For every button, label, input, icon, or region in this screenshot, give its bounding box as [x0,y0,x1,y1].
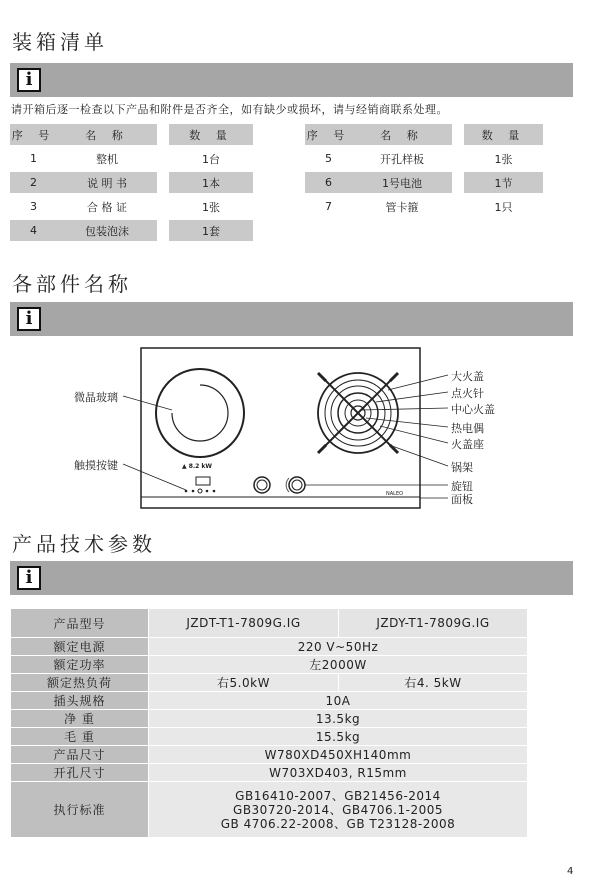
tech-info-bar [10,561,573,595]
knob-inner [292,480,302,490]
label-igniter: 点火针 [451,387,484,400]
packing-list-title: 装箱清单 [12,30,108,54]
spec-model-right: JZDY-T1-7809G.IG [339,609,528,638]
cell-index: 5 [325,152,332,165]
cell-name: 合 格 证 [87,200,127,214]
standard-line: GB 4706.22-2008、GB T23128-2008 [220,816,456,831]
packing-info-bar [10,63,573,97]
spec-value-left: 右5.0kW [149,674,339,692]
header-index: 序 号 [305,124,352,145]
spec-label: 执行标准 [11,782,149,838]
table-row [11,638,528,656]
leader-line [380,426,448,443]
spec-value: 10A [149,692,528,710]
info-icon: i [17,68,41,92]
touch-key [198,489,202,493]
table-row [305,196,543,217]
touch-key [192,490,195,493]
label-large-cap: 大火盖 [451,370,484,383]
leader-line [362,408,448,410]
table-row [11,728,528,746]
touch-display [196,477,210,485]
spec-label: 毛 重 [11,728,149,746]
table-header-row [10,124,253,145]
spec-label: 额定电源 [11,638,149,656]
cell-qty: 1套 [169,220,253,241]
table-row [10,172,253,193]
panel-power-mark: ▲ 8.2 kW [182,463,213,470]
cell-name: 开孔样板 [380,152,424,166]
label-panel: 面板 [451,493,473,506]
cell-qty: 1只 [494,200,513,214]
header-name: 名 称 [57,124,157,145]
cell-name: 1号电池 [352,172,452,193]
cell-qty: 1本 [169,172,253,193]
pot-support-foot [318,445,326,453]
table-header-row [305,124,543,145]
standard-line: GB16410-2007、GB21456-2014 [235,788,441,803]
spec-value: 13.5kg [149,710,528,728]
cell-name: 管卡箍 [385,200,419,214]
table-row [11,674,528,692]
leader-line [388,375,448,390]
knob-inner [257,480,267,490]
brand-mark: NALEO [386,491,404,497]
spec-value: 220 V~50Hz [149,638,528,656]
header-qty: 数 量 [169,124,253,145]
label-touch-keys: 触摸按键 [74,459,118,472]
induction-ring-outer [156,369,244,457]
spec-label: 产品型号 [11,609,149,638]
spec-value: 左2000W [149,656,528,674]
pot-support-foot [390,373,398,381]
label-center-cap: 中心火盖 [451,403,495,416]
cell-index: 7 [325,200,332,213]
table-row [305,148,543,169]
label-knob: 旋钮 [451,480,473,493]
table-row [11,746,528,764]
spec-table [10,608,528,838]
cooktop-illustration [0,340,600,515]
packing-table-left [10,121,253,244]
label-pot-support: 锅架 [451,461,473,474]
spec-label: 额定热负荷 [11,674,149,692]
spec-standards [149,782,528,838]
table-row [11,692,528,710]
parts-info-bar [10,302,573,336]
knob [254,477,270,493]
table-row [10,196,253,217]
spec-label: 插头规格 [11,692,149,710]
spec-value: 15.5kg [149,728,528,746]
leader-line [123,396,172,410]
pot-support-foot [390,445,398,453]
table-row [10,148,253,169]
spec-label: 额定功率 [11,656,149,674]
table-row [11,609,528,638]
spec-value: W780XD450XH140mm [149,746,528,764]
pot-support-foot [318,373,326,381]
cooktop-diagram [0,340,600,515]
table-row [10,220,253,241]
spec-label: 产品尺寸 [11,746,149,764]
spec-model-left: JZDT-T1-7809G.IG [149,609,339,638]
spec-label: 开孔尺寸 [11,764,149,782]
table-row [11,656,528,674]
page-number: 4 [567,866,574,877]
cell-name: 包装泡沫 [57,220,157,241]
touch-key [213,490,216,493]
header-index: 序 号 [10,124,57,145]
cell-name: 说 明 书 [57,172,157,193]
cell-index: 1 [30,152,37,165]
cell-qty: 1张 [202,200,220,214]
table-row [11,764,528,782]
cell-index: 2 [10,172,57,193]
leader-line [366,418,448,427]
spec-value: W703XD403, R15mm [149,764,528,782]
spec-value-right: 右4. 5kW [339,674,528,692]
label-cap-seat: 火盖座 [451,438,484,451]
knob [289,477,305,493]
parts-names-title: 各部件名称 [12,272,132,296]
table-row [11,710,528,728]
header-name: 名 称 [352,124,452,145]
spec-label: 净 重 [11,710,149,728]
cell-index: 4 [10,220,57,241]
cell-qty: 1节 [464,172,543,193]
info-icon: i [17,566,41,590]
cell-name: 整机 [96,152,118,166]
leader-line [123,464,186,490]
table-row [11,782,528,838]
table-row [305,172,543,193]
packing-table-right [305,121,543,220]
cell-index: 6 [305,172,352,193]
touch-key [206,490,209,493]
label-thermocouple: 热电偶 [451,422,484,435]
cell-qty: 1张 [494,152,513,166]
label-glass: 微晶玻璃 [74,391,118,404]
tech-params-title: 产品技术参数 [12,532,156,556]
standard-line: GB30720-2014、GB4706.1-2005 [233,802,443,817]
header-qty: 数 量 [464,124,543,145]
info-icon: i [17,307,41,331]
induction-ring-inner [172,385,228,441]
touch-key [185,490,188,493]
cell-qty: 1台 [202,152,220,166]
cell-index: 3 [30,200,37,213]
packing-note: 请开箱后逐一检查以下产品和附件是否齐全，如有缺少或损坏，请与经销商联系处理。 [11,103,448,116]
